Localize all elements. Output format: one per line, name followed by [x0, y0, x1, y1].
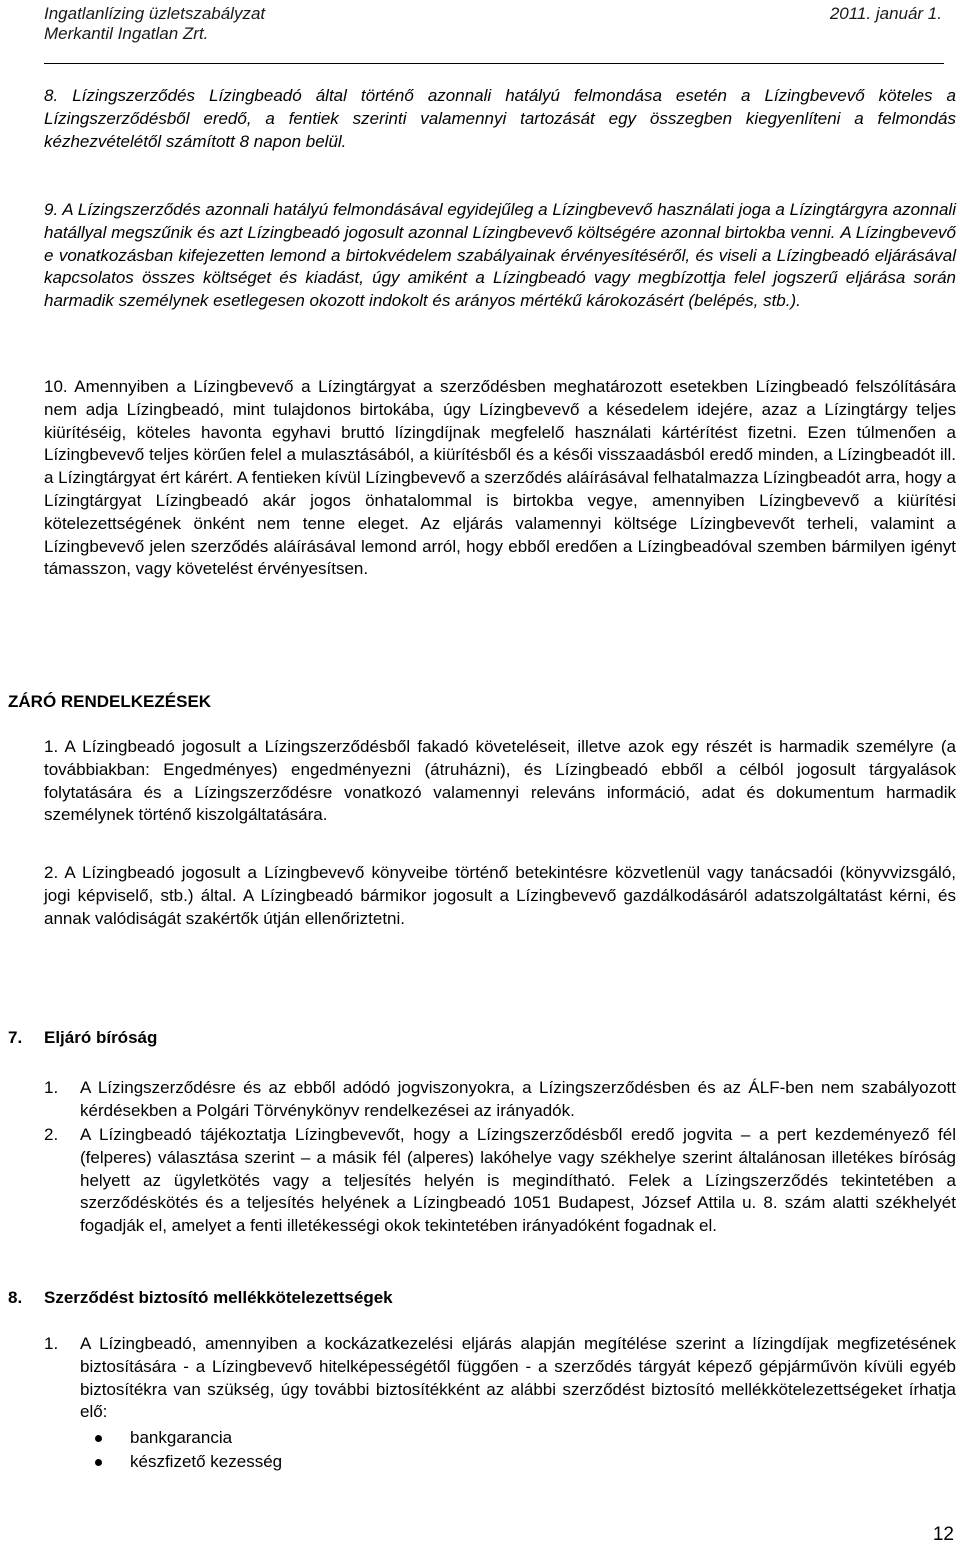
- header-title: Ingatlanlízing üzletszabályzat: [44, 4, 266, 23]
- section-7-title: Eljáró bíróság: [44, 1028, 158, 1047]
- closing-paragraph-1: 1. A Lízingbeadó jogosult a Lízingszerződésből fakadó követeléseit, illetve azok egy részét is harmadik személyre (a továbbiakban: Engedményes) engedményezni (átruházni), és Lízingbeadó ebből a célból jogosult tárgyalások folytatására és a Lízingszerződésre vonatkozó valamennyi releváns információ, adat és dokumentum harmadik személynek történő kiszolgáltatására.: [44, 737, 956, 825]
- page-number: 12: [932, 1524, 954, 1545]
- item-text: A Lízingbeadó tájékoztatja Lízingbevevőt, hogy a Lízingszerződésből eredő jogvita – a pert kezdeményező fél (felperes) választása szerint – a másik fél (alperes) lakóhelye vagy székhelye szerint általánosan illetékes bíróság helyett az ügyletkötés vagy a teljesítés helyén is megindítható. Felek a Lízingszerződés tekintetében a szerződéskötés és a teljesítés helyének a Lízingbeadó 1051 Budapest, József Attila u. 8. szám alatti székhelyét fogadják el, amelyet a fenti illetékességi okok tekintetében irányadóként fogadnak el.: [80, 1125, 956, 1236]
- bullet-text: készfizető kezesség: [130, 1452, 283, 1471]
- closing-provisions-title: ZÁRÓ RENDELKEZÉSEK: [8, 692, 212, 711]
- item-number: 2.: [44, 1125, 59, 1144]
- paragraph-8: 8. Lízingszerződés Lízingbeadó által történő azonnali hatályú felmondása esetén a Lízingbevevő köteles a Lízingszerződésből eredő, a fentiek szerinti valamennyi tartozását egy összegben kiegyenlíteni a felmondás kézhezvételétől számított 8 napon belül.: [44, 86, 956, 151]
- item-text: A Lízingbeadó, amennyiben a kockázatkezelési eljárás alapján megítélése szerint a lízingdíjak megfizetésének biztosítására - a Lízingbevevő hitelképességétől függően - a szerződés tárgyát képező gépjárművön kívüli egyéb biztosítékra van szükség, úgy további biztosítékként az alábbi szerződést biztosító mellékkötelezettségeket írhatja elő:: [80, 1334, 956, 1422]
- paragraph-9-rest: A Lízingbevevő e vonatkozásban kifejezetten lemond a birtokvédelem szabályainak érvényesítéséről, és viseli a Lízingbeadó eljárásával kapcsolatos összes költséget és kiadást, úgy amiként a Lízingbeadó vagy megbízottja felel jogszerű eljárása során harmadik személynek esetlegesen okozott indokolt és arányos mértékű károkozásért (belépés, stb.).: [44, 222, 956, 311]
- section-8-item: [44, 1333, 956, 1428]
- header-company: Merkantil Ingatlan Zrt.: [44, 24, 209, 43]
- section-8-title: Szerződést biztosító mellékkötelezettségek: [44, 1288, 393, 1307]
- item-text: A Lízingszerződésre és az ebből adódó jogviszonyokra, a Lízingszerződésben és az ÁLF-ben nem szabályozott kérdésekben a Polgári Törvénykönyv rendelkezései az irányadók.: [80, 1078, 956, 1120]
- section-7-item: [44, 1077, 956, 1123]
- paragraph-10: 10. Amennyiben a Lízingbevevő a Lízingtárgyat a szerződésben meghatározott esetekben Lízingbeadó felszólítására nem adja Lízingbeadó, mint tulajdonos birtokába, úgy Lízingbevevő a késedelem idejére, azaz a Lízingtárgy teljes kiürítéséig, köteles havonta egyhavi bruttó lízingdíjnak megfelelő használati kártérítést fizetni. Ezen túlmenően a Lízingbevevő teljes körűen felel a mulasztásából, a kiürítésből és a késői visszaadásból eredő minden, a Lízingbeadót ill. a Lízingtárgyat ért kárért. A fentieken kívül Lízingbevevő a szerződés aláírásával felhatalmazza Lízingbeadót arra, hogy a Lízingtárgyat Lízingbeadó akár jogos önhatalommal is birtokba vegye, amennyiben Lízingbevevő a kiürítési kötelezettségének önként nem tenne eleget. Az eljárás valamennyi költsége Lízingbevevőt terheli, valamint a Lízingbevevő jelen szerződés aláírásával lemond arról, hogy ebből eredően a Lízingbeadóval szemben bármilyen igényt támasszon, vagy követelést érvényesítsen.: [44, 377, 956, 579]
- item-number: 1.: [44, 1334, 59, 1353]
- section-8-number: 8.: [8, 1288, 23, 1307]
- paragraph-9: [44, 199, 956, 313]
- closing-paragraph-2: 2. A Lízingbeadó jogosult a Lízingbevevő könyveibe történő betekintésre közvetlenül vagy tanácsadói (könyvvizsgáló, jogi képviselő, stb.) által. A Lízingbeadó bármikor jogosult a Lízingbevevő gazdálkodásáról adatszolgáltatást kérni, és annak valódiságát szakértők útján ellenőriztetni.: [44, 863, 956, 928]
- section-7-number: 7.: [8, 1028, 23, 1047]
- bullet-text: bankgarancia: [130, 1428, 233, 1447]
- section-7-item: [44, 1124, 956, 1264]
- bullet-dot-icon: [95, 1435, 102, 1442]
- header-divider: [44, 63, 944, 64]
- page-header: [44, 2, 950, 62]
- header-date: 2011. január 1.: [829, 4, 942, 23]
- item-number: 1.: [44, 1078, 59, 1097]
- paragraph-9-italic-part: 9. A Lízingszerződés azonnali hatályú felmondásával egyidejűleg a Lízingbevevő használati joga a Lízingtárgyra azonnali hatállyal megszűnik és azt Lízingbeadó jogosult azonnal Lízingbevevő költségére azonnal birtokba venni.: [44, 200, 956, 242]
- bullet-dot-icon: [95, 1459, 102, 1466]
